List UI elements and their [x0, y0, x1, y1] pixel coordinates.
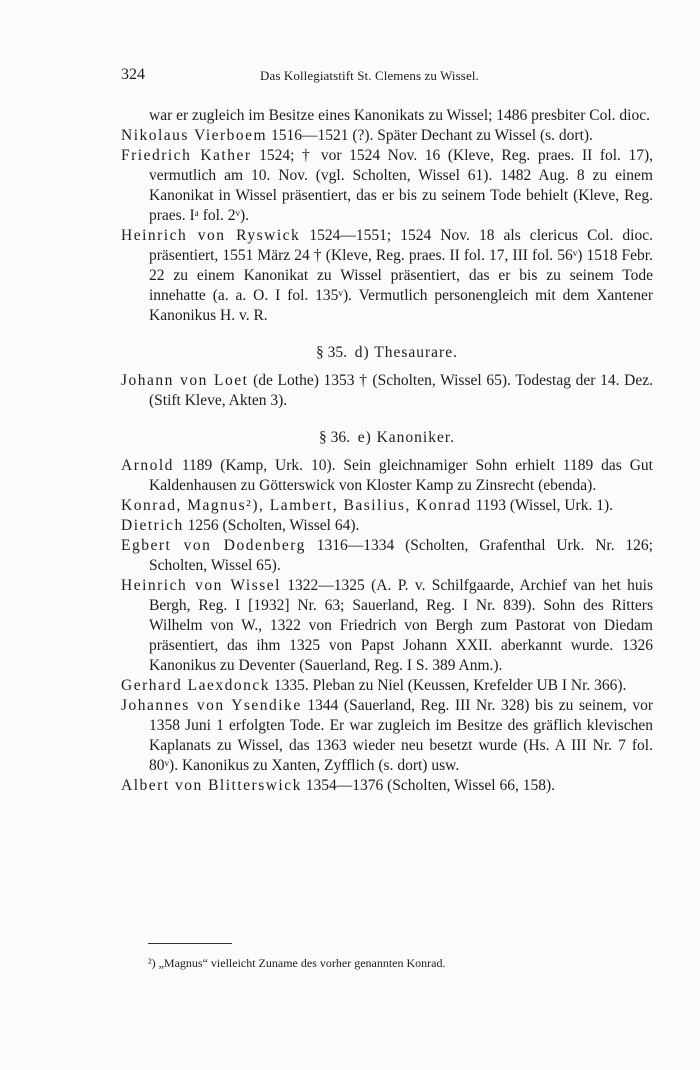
- continuation-paragraph: war er zugleich im Besitze eines Kanonikats zu Wissel; 1486 presbiter Col. dioc.: [149, 107, 650, 124]
- entry: [121, 576, 653, 676]
- entry-name: Dietrich: [121, 517, 184, 534]
- entry-text: 1516—1521 (?). Später Dechant zu Wissel (s. dort).: [267, 127, 593, 144]
- footnote-rule: [148, 943, 232, 944]
- entry-name: Johannes von Ysendike: [121, 697, 302, 714]
- running-title: Das Kollegiatstift St. Clemens zu Wissel.: [260, 68, 479, 83]
- section-heading-36: [121, 428, 653, 448]
- entry-name: Nikolaus Vierboem: [121, 127, 268, 144]
- entry-text: 1256 (Scholten, Wissel 64).: [183, 517, 360, 534]
- page-number: 324: [121, 66, 145, 83]
- entry-name: Konrad, Magnus²), Lambert, Basilius, Konrad: [121, 497, 472, 514]
- entry-name: Albert von Blitterswick: [121, 777, 302, 794]
- entry: [121, 776, 653, 796]
- section-title: d) Thesaurare.: [354, 344, 458, 361]
- entry-name: Heinrich von Ryswick: [121, 227, 301, 244]
- entry: [121, 496, 653, 516]
- entry-text: 1335. Pleban zu Niel (Keussen, Krefelder UB I Nr. 366).: [270, 677, 627, 694]
- page-body: [121, 106, 653, 796]
- entry-text: 1316—1334 (Scholten, Grafenthal Urk. Nr. 126; Scholten, Wissel 65).: [149, 537, 653, 574]
- entry: [121, 371, 653, 411]
- entry-name: Heinrich von Wissel: [121, 577, 281, 594]
- entry: [121, 696, 653, 776]
- entry-name: Johann von Loet: [121, 372, 249, 389]
- entry-name: Gerhard Laexdonck: [121, 677, 271, 694]
- section-number: § 35.: [316, 344, 347, 361]
- entry-text: 1354—1376 (Scholten, Wissel 66, 158).: [301, 777, 555, 794]
- entry: [121, 676, 653, 696]
- entry-text: 1189 (Kamp, Urk. 10). Sein gleichnamiger Sohn erhielt 1189 das Gut Kaldenhausen zu Götterswick von Kloster Kamp zu Zinsrecht (ebenda).: [149, 457, 653, 494]
- entry: [121, 536, 653, 576]
- page-header: [121, 66, 651, 86]
- entry-text: 1524—1551; 1524 Nov. 18 als clericus Col. dioc. präsentiert, 1551 März 24 † (Kleve, Reg. praes. II fol. 17, III fol. 56ᵛ) 1518 Febr. 22 zu einem Kanonikat zu Wissel präsentiert, das er bis zu seinem Tode innehatte (a. a. O. I fol. 135ᵛ). Vermutlich personengleich mit dem Xantener Kanonikus H. v. R.: [149, 227, 653, 324]
- entry-text: 1193 (Wissel, Urk. 1).: [471, 497, 613, 514]
- entry-text: (de Lothe) 1353 † (Scholten, Wissel 65). Todestag der 14. Dez. (Stift Kleve, Akten 3).: [149, 372, 654, 409]
- entry: [121, 226, 653, 326]
- entry-name: Arnold: [121, 457, 174, 474]
- entry-name: Friedrich Kather: [121, 147, 252, 164]
- footnote: ²) „Magnus“ vielleicht Zuname des vorher genannten Konrad.: [148, 956, 446, 970]
- entry-text: 1322—1325 (A. P. v. Schilfgaarde, Archief van het huis Bergh, Reg. I [1932] Nr. 63; Sauerland, Reg. I Nr. 839). Sohn des Ritters Wilhelm von W., 1322 von Friedrich von Bergh zum Pastorat von Diedam präsentiert, das ihm 1325 von Papst Johann XXII. aberkannt wurde. 1326 Kanonikus zu Deventer (Sauerland, Reg. I S. 389 Anm.).: [149, 577, 653, 674]
- entry: [121, 146, 653, 226]
- entry-text: 1344 (Sauerland, Reg. III Nr. 328) bis zu seinem, vor 1358 Juni 1 erfolgten Tode. Er war zugleich im Besitze des gräflich klevischen Kaplanats zu Wissel, das 1363 wieder neu besetzt wurde (Hs. A III Nr. 7 fol. 80ᵛ). Kanonikus zu Xanten, Zyfflich (s. dort) usw.: [149, 697, 653, 774]
- entry-list-dechants: [121, 126, 653, 326]
- entry: [121, 126, 653, 146]
- section-title: e) Kanoniker.: [357, 429, 456, 446]
- entry-list-thesaurare: [121, 371, 653, 411]
- entry-list-kanoniker: [121, 456, 653, 796]
- section-number: § 36.: [318, 429, 350, 446]
- entry: [121, 516, 653, 536]
- entry-name: Egbert von Dodenberg: [121, 537, 306, 554]
- entry-text: 1524; † vor 1524 Nov. 16 (Kleve, Reg. praes. II fol. 17), vermutlich am 10. Nov. (vgl. Scholten, Wissel 61). 1482 Aug. 8 zu einem Kanonikat in Wissel präsentiert, das er bis zu seinem Tode behielt (Kleve, Reg. praes. Iᵃ fol. 2ᵛ).: [149, 147, 653, 224]
- section-heading-35: [121, 343, 653, 363]
- entry: [121, 456, 653, 496]
